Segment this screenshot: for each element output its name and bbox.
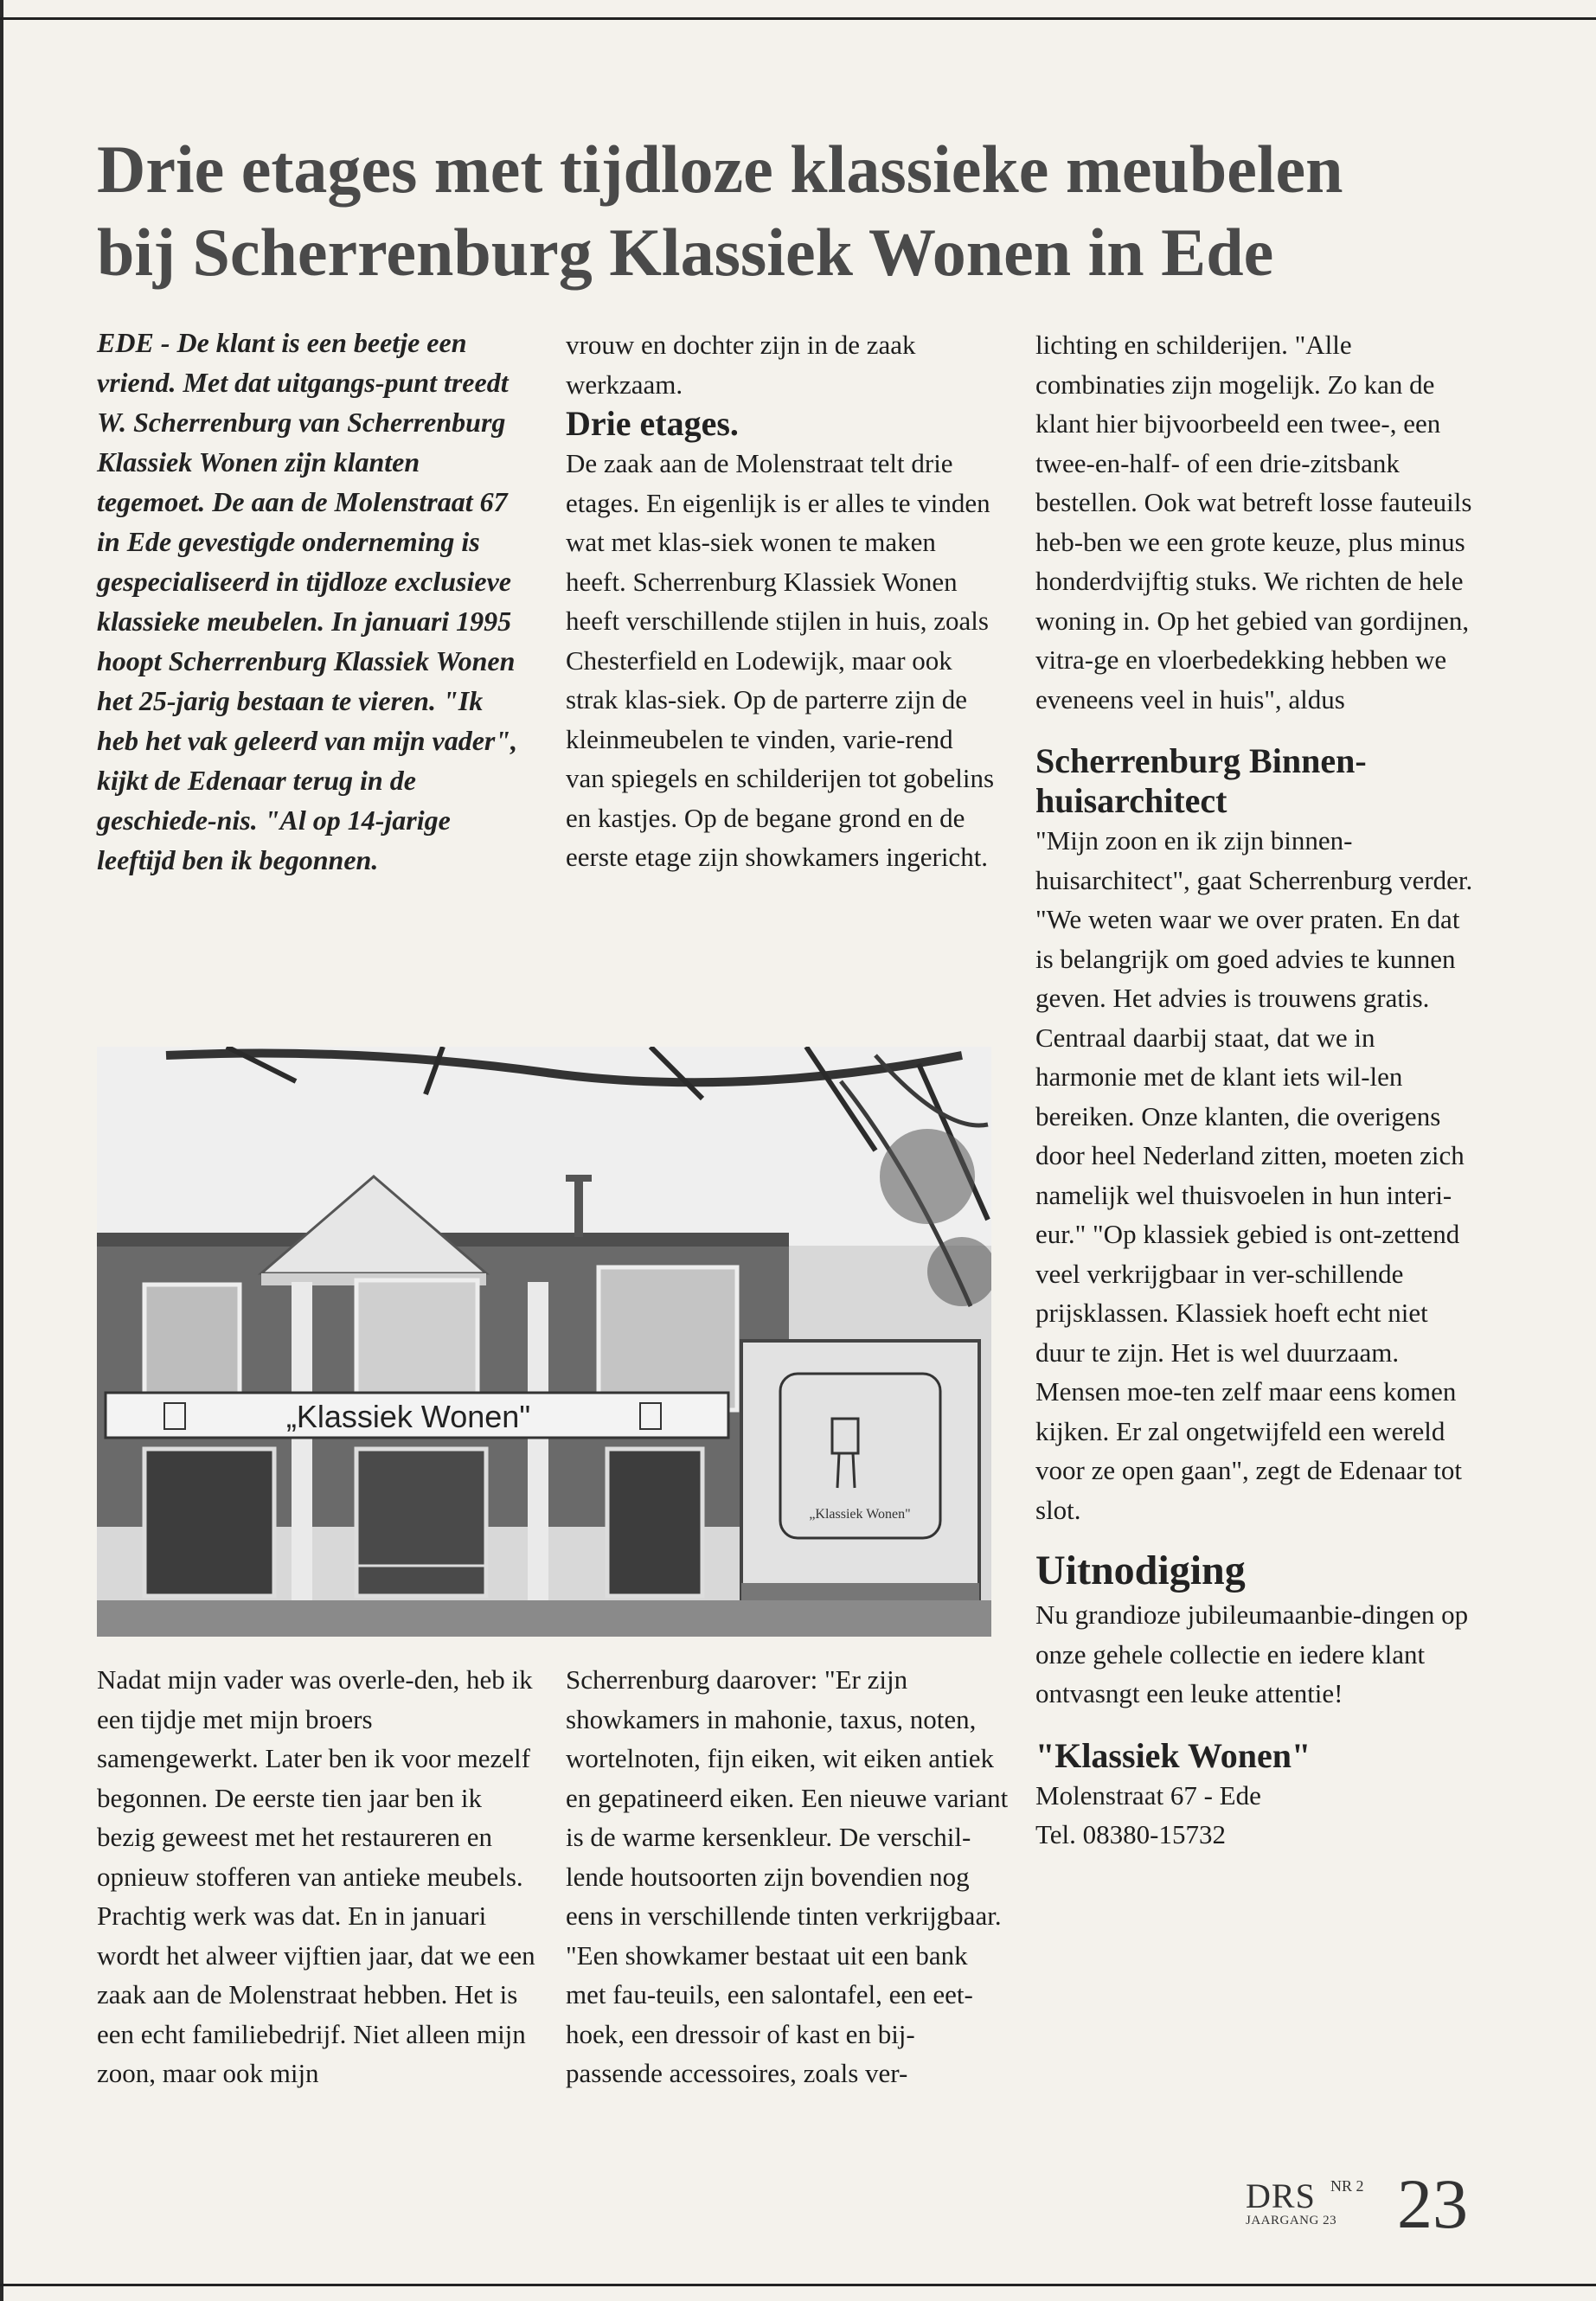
column-3-intro: lichting en schilderijen. "Alle combinaties zijn mogelijk. Zo kan de klant hier bijvoorbeeld een twee-, een twee-en-half- of een drie-zitsbank bestellen. Ook wat betreft losse fauteuils heb-ben we een grote keuze, plus minus honderdvijftig stuks. We richten de hele woning in. Op het gebied van gordijnen, vitra-ge en vloerbedekking hebben we eveneens veel in huis", aldus — [1035, 330, 1472, 715]
headline-line-2: bij Scherrenburg Klassiek Wonen in Ede — [97, 215, 1274, 290]
column-3-section-1: "Mijn zoon en ik zijn binnen-huisarchitect", gaat Scherrenburg verder. "We weten waar we over praten. En dat is belangrijk om goed advies te kunnen geven. Het advies is trouwens gratis. Centraal daarbij staat, dat we in harmonie met de klant iets wil-len bereiken. Onze klanten, die overigens door heel Nederland zitten, moeten zich namelijk wel thuisvoelen in hun interi-eur." "Op klassiek gebied is ont-zettend veel verkrijgbaar in ver-schillende prijsklassen. Klassiek hoeft echt niet duur te zijn. Het is wel duurzaam. Mensen moe-ten zelf maar eens komen kijken. Er zal ongetwijfeld een wereld voor ze open gaan", zegt de Edenaar tot slot. — [1035, 825, 1473, 1525]
subhead-uitnodiging: Uitnodiging — [1035, 1548, 1246, 1593]
page-number: 23 — [1397, 2164, 1468, 2243]
column-1-body: Nadat mijn vader was overle-den, heb ik een tijdje met mijn broers samengewerkt. Later ben ik voor mezelf begonnen. De eerste tien jaar ben ik bezig geweest met het restaureren en opnieuw stofferen van antieke meubels. Prachtig werk was dat. En in januari wordt het alweer vijftien jaar, dat we een zaak aan de Molenstraat hebben. Het is een echt familiebedrijf. Niet alleen mijn zoon, maar ook mijn — [97, 1664, 535, 2088]
column-2-top — [566, 325, 998, 877]
article-headline — [97, 128, 1516, 294]
contact-phone: Tel. 08380-15732 — [1035, 1819, 1226, 1849]
contact-name: "Klassiek Wonen" — [1035, 1735, 1311, 1775]
storefront-illustration — [97, 1047, 991, 1637]
shop-sign-text: „Klassiek Wonen" — [285, 1399, 531, 1434]
column-2-section: De zaak aan de Molenstraat telt drie etages. En eigenlijk is er alles te vinden wat met klas-siek wonen te maken heeft. Scherrenburg Klassiek Wonen heeft verschillende stijlen in huis, zoals Chesterfield en Lodewijk, maar ook strak klas-siek. Op de parterre zijn de kleinmeubelen te vinden, varie-rend van spiegels en schilderijen tot gobelins en kastjes. Op de begane grond en de eerste etage zijn showkamers ingericht. — [566, 448, 995, 872]
headline-line-1: Drie etages met tijdloze klassieke meubelen — [97, 131, 1343, 207]
volume-label: JAARGANG 23 — [1246, 2214, 1337, 2227]
column-1-bottom — [97, 1660, 538, 2093]
column-3-section-2: Nu grandioze jubileumaanbie-dingen op onze gehele collectie en iedere klant ontvasngt een leuke attentie! — [1035, 1599, 1469, 1708]
article-lead: EDE - De klant is een beetje een vriend. Met dat uitgangs-punt treedt W. Scherrenburg van Scherrenburg Klassiek Wonen zijn klanten tegemoet. De aan de Molenstraat 67 in Ede gevestigde onderneming is gespecialiseerd in tijdloze exclusieve klassieke meubelen. In januari 1995 hoopt Scherrenburg Klassiek Wonen het 25-jarig bestaan te vieren. "Ik heb het vak geleerd van mijn vader", kijkt de Edenaar terug in de geschiede-nis. "Al op 14-jarige leeftijd ben ik begonnen. — [97, 327, 518, 875]
contact-address: Molenstraat 67 - Ede — [1035, 1779, 1261, 1811]
column-2-intro: vrouw en dochter zijn in de zaak werkzaam. — [566, 330, 916, 400]
page-footer — [1246, 2164, 1505, 2243]
bottom-rule — [0, 2284, 1596, 2286]
top-rule — [0, 17, 1596, 20]
subhead-binnenhuisarchitect: Scherrenburg Binnen-huisarchitect — [1035, 741, 1367, 820]
column-2-body: Scherrenburg daarover: "Er zijn showkamers in mahonie, taxus, noten, wortelnoten, fijn eiken, wit eiken antiek en gepatineerd eiken. Een nieuwe variant is de warme kersenkleur. De verschil-lende houtsoorten zijn bovendien nog eens in verschillende tinten verkrijgbaar. "Een showkamer bestaat uit een bank met fau-teuils, een salontafel, een eet-hoek, een dressoir of kast en bij-passende accessoires, zoals ver- — [566, 1664, 1009, 2088]
storefront-photo — [97, 1047, 991, 1637]
issue-number: NR 2 — [1330, 2177, 1364, 2195]
scan-edge — [0, 0, 3, 2301]
magazine-name: DRS — [1246, 2176, 1316, 2215]
truck-logo-text: „Klassiek Wonen" — [809, 1507, 911, 1522]
subhead-drie-etages: Drie etages. — [566, 404, 739, 443]
column-1-top — [97, 323, 521, 880]
column-2-bottom — [566, 1660, 1011, 2093]
column-3 — [1035, 325, 1477, 1855]
